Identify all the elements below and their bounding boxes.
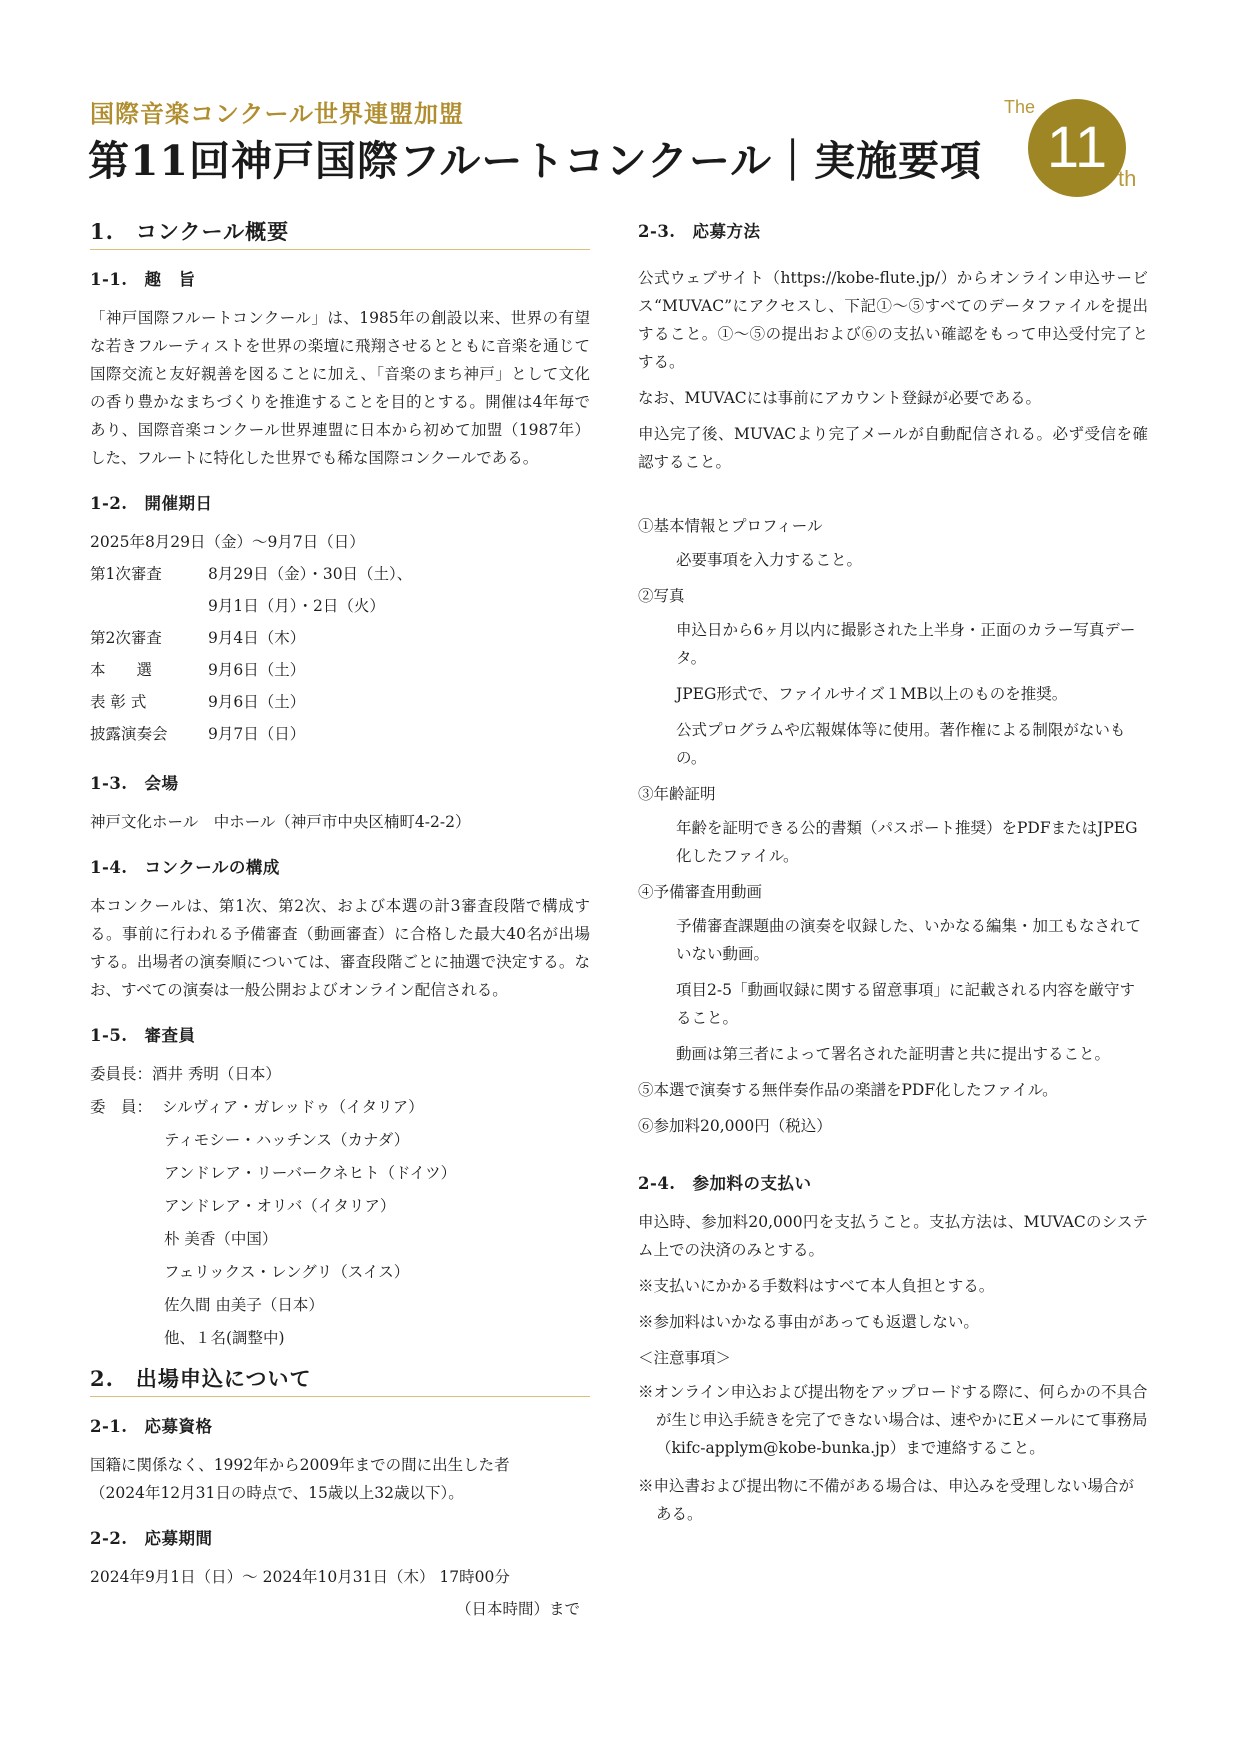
submission-item-title: ①基本情報とプロフィール xyxy=(638,517,823,535)
submission-item-title: ②写真 xyxy=(638,587,685,605)
eligibility-line-1: 国籍に関係なく、1992年から2009年までの間に出生した者 xyxy=(90,1456,510,1474)
section-2-2-heading: 2-2. 応募期間 xyxy=(90,1529,213,1548)
section-2-3-heading: 2-3. 応募方法 xyxy=(638,222,761,241)
jury-member: フェリックス・レングリ（スイス） xyxy=(164,1263,410,1281)
organization-subtitle: 国際音楽コンクール世界連盟加盟 xyxy=(90,99,465,128)
payment-fee-note: ※支払いにかかる手数料はすべて本人負担とする。 xyxy=(638,1277,995,1295)
jury-member: アンドレア・オリバ（イタリア） xyxy=(164,1197,396,1215)
eligibility-line-2: （2024年12月31日の時点で、15歳以上32歳以下）。 xyxy=(90,1484,464,1502)
notes-heading: ＜注意事項＞ xyxy=(638,1349,732,1367)
venue-text: 神戸文化ホール 中ホール（神戸市中央区楠町4-2-2） xyxy=(90,813,471,831)
schedule-label xyxy=(90,592,208,620)
schedule-label: 本 選 xyxy=(90,661,153,679)
section-1-heading: 1. コンクール概要 xyxy=(90,218,590,250)
section-1-5-heading: 1-5. 審査員 xyxy=(90,1026,196,1045)
schedule-value: 9月4日（木） xyxy=(208,629,306,647)
jury-member-name: シルヴィア・ガレッドゥ（イタリア） xyxy=(162,1098,424,1116)
jury-member: 佐久間 由美子（日本） xyxy=(164,1296,324,1314)
submission-item-title: ③年齢証明 xyxy=(638,785,716,803)
schedule-row xyxy=(90,592,590,620)
schedule-label: 披露演奏会 xyxy=(90,725,168,743)
section-2-1-heading: 2-1. 応募資格 xyxy=(90,1417,213,1436)
submission-item-title: ⑤本選で演奏する無伴奏作品の楽譜をPDF化したファイル。 xyxy=(638,1081,1058,1099)
section-2-4-heading: 2-4. 参加料の支払い xyxy=(638,1174,812,1193)
event-period: 2025年8月29日（金）～9月7日（日） xyxy=(90,533,365,551)
schedule-label: 第2次審査 xyxy=(90,629,162,647)
section-1-2-heading: 1-2. 開催期日 xyxy=(90,494,213,513)
schedule-row xyxy=(90,720,590,748)
application-period: 2024年9月1日（日）～ 2024年10月31日（木） 17時00分 xyxy=(90,1568,510,1586)
submission-item-detail: 申込日から6ヶ月以内に撮影された上半身・正面のカラー写真データ。 xyxy=(676,621,1136,667)
section-2-heading: 2. 出場申込について xyxy=(90,1365,590,1397)
purpose-text: 「神戸国際フルートコンクール」は、1985年の創設以来、世界の有望な若きフルーティストを世界の楽壇に飛翔させるとともに音楽を通じて国際交流と友好親善を図ることに加え、「音楽のまち神戸」として文化の香り豊かなまちづくりを推進することを目的とする。開催は4年毎であり、国際音楽コンクール世界連盟に日本から初めて加盟（1987年）した、フルートに特化した世界でも稀な国際コンクールである。 xyxy=(90,309,590,467)
jury-member xyxy=(90,1093,590,1121)
schedule-label: 第1次審査 xyxy=(90,565,162,583)
jury-member: 朴 美香（中国） xyxy=(164,1230,278,1248)
page-title: 第11回神戸国際フルートコンクール｜実施要項 xyxy=(88,137,983,185)
schedule-label: 表 彰 式 xyxy=(90,693,147,711)
schedule-value: 9月6日（土） xyxy=(208,661,306,679)
payment-refund-note: ※参加料はいかなる事由があっても返還しない。 xyxy=(638,1313,979,1331)
submission-item-detail: JPEG形式で、ファイルサイズ１MB以上のものを推奨。 xyxy=(676,685,1068,703)
submission-item-detail: 動画は第三者によって署名された証明書と共に提出すること。 xyxy=(676,1045,1111,1063)
submission-item-detail: 年齢を証明できる公的書類（パスポート推奨）をPDFまたはJPEG化したファイル。 xyxy=(676,819,1138,865)
section-1-4-heading: 1-4. コンクールの構成 xyxy=(90,858,280,877)
submission-item-detail: 項目2-5「動画収録に関する留意事項」に記載される内容を厳守すること。 xyxy=(676,981,1135,1027)
application-period-timezone: （日本時間）まで xyxy=(455,1600,580,1618)
schedule-value: 9月1日（月）・2日（火） xyxy=(208,597,385,615)
section-1-1-heading: 1-1. 趣 旨 xyxy=(90,270,196,289)
badge-number: 11 xyxy=(1046,115,1108,180)
badge-th-text: th xyxy=(1118,166,1137,191)
jury-member: ティモシー・ハッチンス（カナダ） xyxy=(164,1131,410,1149)
right-column xyxy=(638,218,1148,1538)
confirmation-note: 申込完了後、MUVACより完了メールが自動配信される。必ず受信を確認すること。 xyxy=(638,425,1148,471)
submission-item-title: ⑥参加料20,000円（税込） xyxy=(638,1117,832,1135)
section-1-3-heading: 1-3. 会場 xyxy=(90,774,179,793)
jury-chair: 委員長：酒井 秀明（日本） xyxy=(90,1065,281,1083)
payment-text: 申込時、参加料20,000円を支払うこと。支払方法は、MUVACのシステム上での決済のみとする。 xyxy=(638,1213,1148,1259)
submission-item-detail: 必要事項を入力すること。 xyxy=(676,551,863,569)
caution-note: ※オンライン申込および提出物をアップロードする際に、何らかの不具合が生じ申込手続きを完了できない場合は、速やかにEメールにて事務局（kifc-applym@kobe-bunka.jp）まで連絡すること。 xyxy=(638,1383,1148,1457)
account-note: なお、MUVACには事前にアカウント登録が必要である。 xyxy=(638,389,1041,407)
jury-member: アンドレア・リーバークネヒト（ドイツ） xyxy=(164,1164,457,1182)
submission-item-title: ④予備審査用動画 xyxy=(638,883,763,901)
application-method-text: 公式ウェブサイト（https://kobe-flute.jp/）からオンライン申込サービス“MUVAC”にアクセスし、下記①～⑤すべてのデータファイルを提出すること。①～⑤の提出および⑥の支払い確認をもって申込受付完了とする。 xyxy=(638,269,1148,371)
caution-note: ※申込書および提出物に不備がある場合は、申込みを受理しない場合がある。 xyxy=(638,1477,1135,1523)
submission-item-detail: 予備審査課題曲の演奏を収録した、いかなる編集・加工もなされていない動画。 xyxy=(676,917,1142,963)
schedule-row xyxy=(90,624,590,652)
badge-the-text: The xyxy=(1004,97,1036,117)
schedule-value: 9月7日（日） xyxy=(208,725,306,743)
left-column xyxy=(90,218,590,1623)
schedule-row xyxy=(90,656,590,684)
schedule-value: 9月6日（土） xyxy=(208,693,306,711)
jury-member: 他、１名(調整中) xyxy=(164,1329,285,1347)
schedule-value: 8月29日（金）・30日（土）、 xyxy=(208,565,413,583)
submission-item-detail: 公式プログラムや広報媒体等に使用。著作権による制限がないもの。 xyxy=(676,721,1126,767)
schedule-row xyxy=(90,688,590,716)
structure-text: 本コンクールは、第1次、第2次、および本選の計3審査段階で構成する。事前に行われる予備審査（動画審査）に合格した最大40名が出場する。出場者の演奏順については、審査段階ごとに抽選で決定する。なお、すべての演奏は一般公開およびオンライン配信される。 xyxy=(90,897,590,999)
jury-members-label: 委 員： xyxy=(90,1098,153,1116)
schedule-row xyxy=(90,560,590,588)
